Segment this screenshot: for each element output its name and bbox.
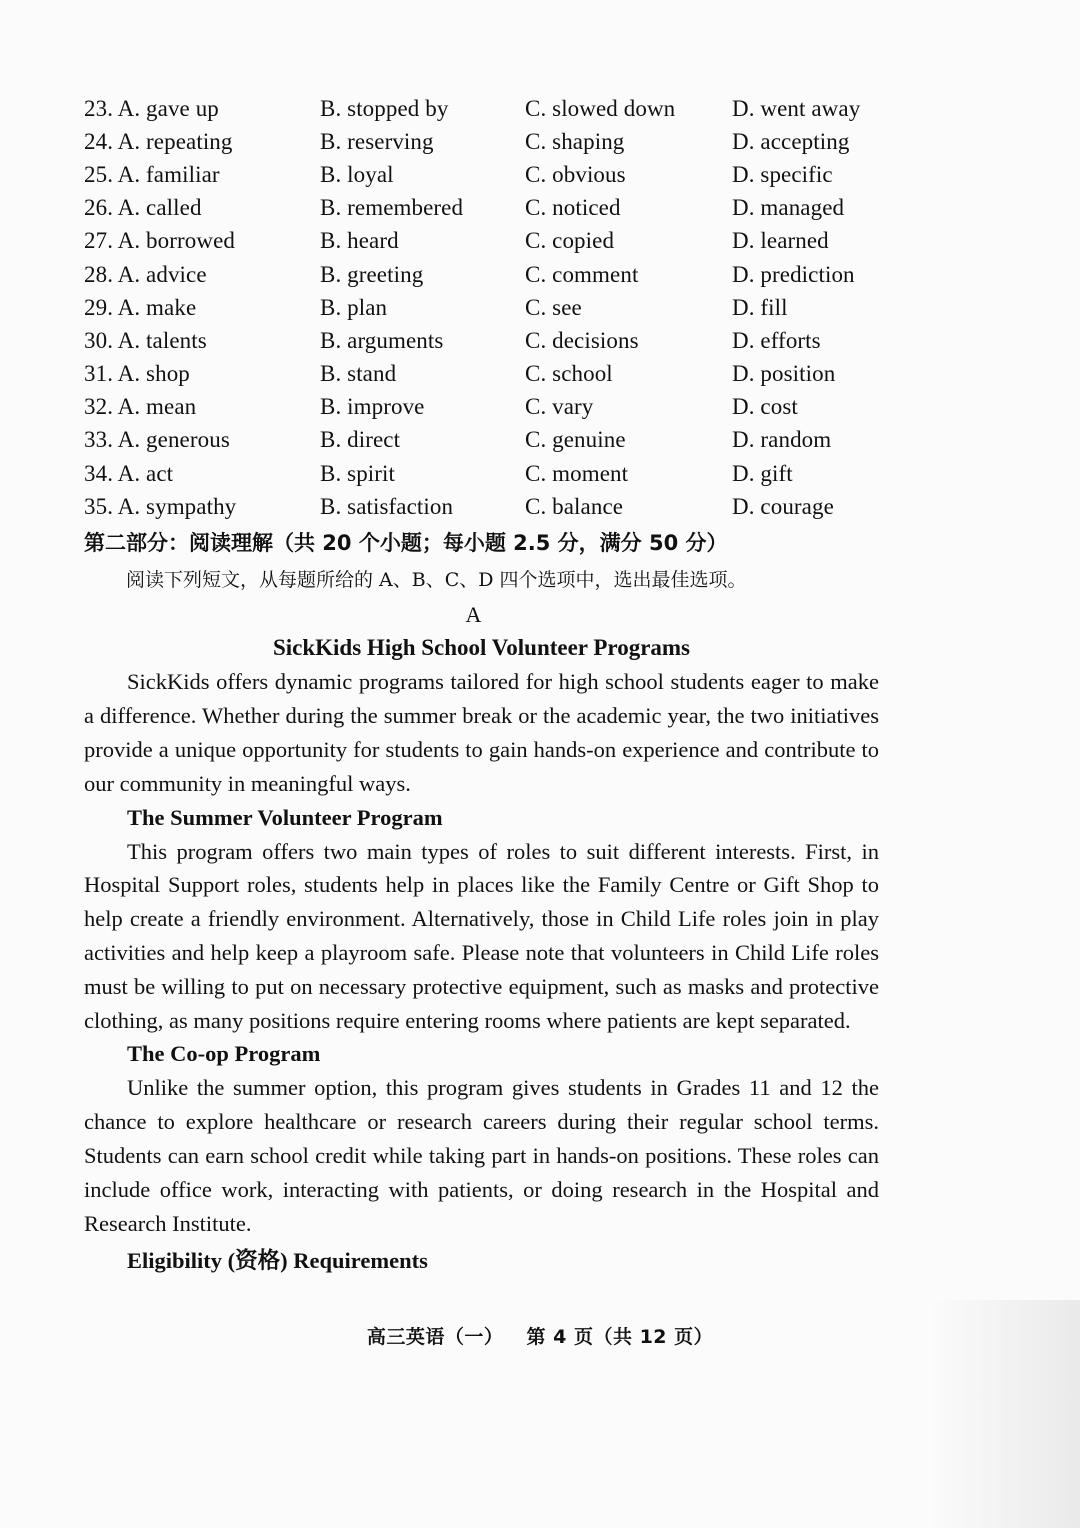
- option-b: B. satisfaction: [320, 493, 454, 519]
- option-b: B. spirit: [320, 460, 396, 486]
- option-c: C. balance: [525, 493, 624, 519]
- option-a: 28. A. advice: [84, 261, 207, 287]
- section-instructions: 阅读下列短文，从每题所给的 A、B、C、D 四个选项中，选出最佳选项。: [126, 569, 747, 592]
- coop-program-heading: The Co-op Program: [127, 1041, 321, 1067]
- option-row-34: [84, 457, 879, 490]
- option-d: D. random: [732, 427, 832, 453]
- option-b: B. reserving: [320, 128, 434, 154]
- option-b: B. arguments: [320, 327, 444, 353]
- option-row-35: [84, 490, 879, 523]
- option-d: D. fill: [732, 294, 788, 320]
- option-d: D. efforts: [732, 327, 821, 353]
- option-c: C. comment: [525, 261, 639, 287]
- page-footer: [0, 1322, 1080, 1349]
- summer-program-paragraph: This program offers two main types of roles to suit different interests. First, in Hospital Support roles, students help in places like the Family Centre or Gift Shop to help create a friendly environment. Alternatively, those in Child Life roles join in play activities and help keep a playroom safe. Please note that volunteers in Child Life roles must be willing to put on necessary protective equipment, such as masks and protective clothing, as many positions require entering rooms where patients are kept separated.: [84, 838, 879, 1033]
- passage-letter: A: [465, 602, 482, 628]
- passage-title: SickKids High School Volunteer Programs: [272, 635, 691, 661]
- section-heading: 第二部分：阅读理解（共 20 个小题；每小题 2.5 分，满分 50 分）: [84, 531, 728, 556]
- option-b: B. direct: [320, 427, 401, 453]
- option-b: B. greeting: [320, 261, 424, 287]
- option-c: C. moment: [525, 460, 629, 486]
- option-a: 29. A. make: [84, 294, 197, 320]
- intro-paragraph: SickKids offers dynamic programs tailored for high school students eager to make a difference. Whether during the summer break or the academic year, the two initiatives provide a unique opportunity for students to gain hands-on experience and contribute to our community in meaningful ways.: [84, 669, 879, 796]
- option-d: D. managed: [732, 195, 845, 221]
- summer-program-heading: The Summer Volunteer Program: [127, 804, 443, 830]
- option-c: C. obvious: [525, 161, 626, 187]
- option-b: B. loyal: [320, 161, 394, 187]
- option-b: B. plan: [320, 294, 388, 320]
- option-a: 32. A. mean: [84, 394, 197, 420]
- option-c: C. decisions: [525, 327, 639, 353]
- option-row-30: [84, 324, 879, 357]
- option-row-26: [84, 192, 879, 225]
- footer-page-number: 第 4 页（共 12 页）: [526, 1326, 714, 1348]
- exam-page: [84, 92, 879, 1278]
- option-a: 35. A. sympathy: [84, 493, 237, 519]
- option-row-33: [84, 424, 879, 457]
- option-d: D. specific: [732, 161, 833, 187]
- footer-subject: 高三英语（一）: [366, 1326, 504, 1348]
- option-a: 33. A. generous: [84, 427, 230, 453]
- option-b: B. heard: [320, 228, 399, 254]
- option-d: D. courage: [732, 493, 834, 519]
- option-d: D. position: [732, 361, 836, 387]
- option-c: C. slowed down: [525, 95, 676, 121]
- option-a: 25. A. familiar: [84, 161, 220, 187]
- option-c: C. vary: [525, 394, 594, 420]
- option-c: C. noticed: [525, 195, 621, 221]
- option-d: D. cost: [732, 394, 798, 420]
- option-a: 34. A. act: [84, 460, 174, 486]
- option-d: D. accepting: [732, 128, 850, 154]
- option-row-24: [84, 125, 879, 158]
- option-c: C. copied: [525, 228, 615, 254]
- eligibility-heading: Eligibility (资格) Requirements: [127, 1248, 428, 1274]
- coop-program-paragraph: Unlike the summer option, this program gives students in Grades 11 and 12 the chance to explore healthcare or research careers during their regular school terms. Students can earn school credit while taking part in hands-on positions. These roles can include office work, interacting with patients, or doing research in the Hospital and Research Institute.: [84, 1075, 879, 1236]
- option-b: B. stopped by: [320, 95, 449, 121]
- option-row-28: [84, 258, 879, 291]
- option-a: 24. A. repeating: [84, 128, 233, 154]
- option-a: 31. A. shop: [84, 361, 190, 387]
- option-a: 30. A. talents: [84, 327, 207, 353]
- option-a: 23. A. gave up: [84, 95, 219, 121]
- option-d: D. gift: [732, 460, 793, 486]
- option-row-27: [84, 225, 879, 258]
- option-c: C. school: [525, 361, 613, 387]
- option-b: B. improve: [320, 394, 425, 420]
- option-d: D. learned: [732, 228, 829, 254]
- option-d: D. went away: [732, 95, 861, 121]
- option-row-29: [84, 291, 879, 324]
- option-a: 27. A. borrowed: [84, 228, 235, 254]
- option-c: C. see: [525, 294, 582, 320]
- option-c: C. genuine: [525, 427, 626, 453]
- option-b: B. stand: [320, 361, 397, 387]
- scan-shadow: [930, 1300, 1080, 1528]
- option-row-23: [84, 92, 879, 125]
- option-row-32: [84, 391, 879, 424]
- option-row-31: [84, 358, 879, 391]
- option-row-25: [84, 158, 879, 191]
- option-b: B. remembered: [320, 195, 464, 221]
- option-c: C. shaping: [525, 128, 625, 154]
- option-a: 26. A. called: [84, 195, 202, 221]
- option-d: D. prediction: [732, 261, 855, 287]
- options-table: [84, 92, 879, 523]
